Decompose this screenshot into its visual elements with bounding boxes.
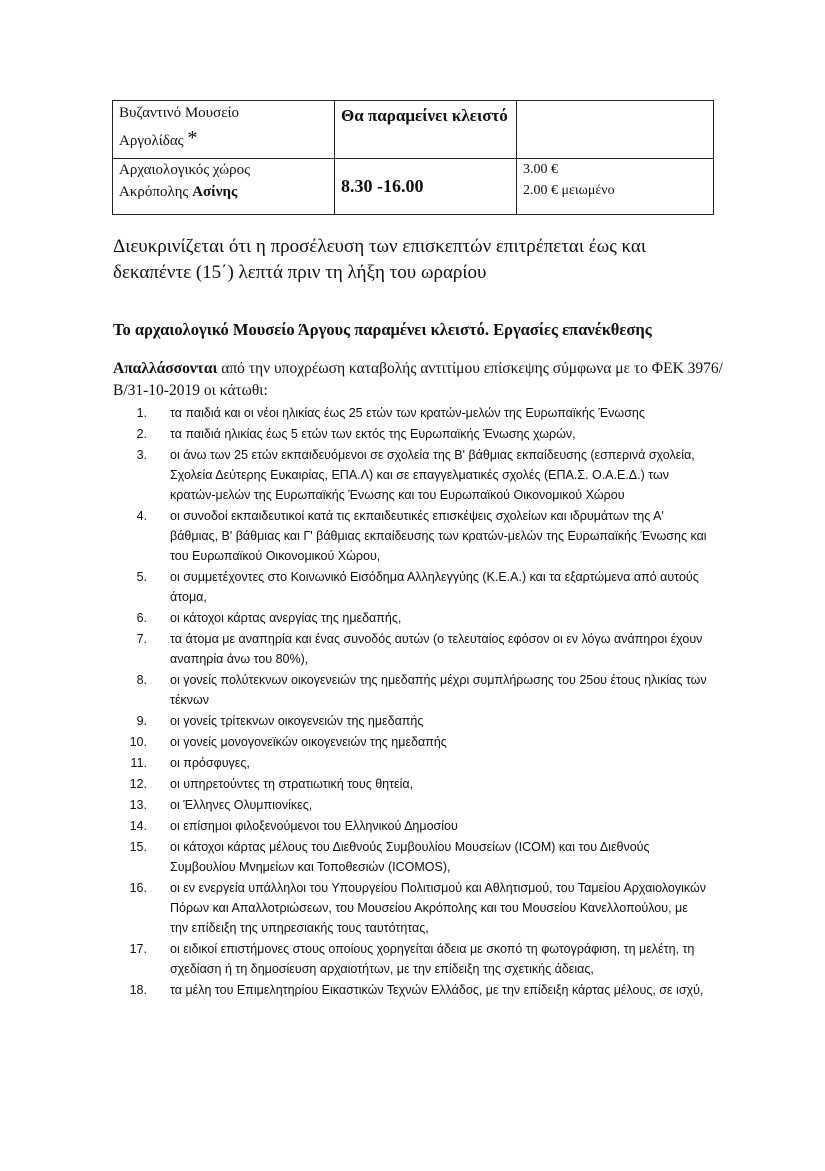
- site-name-line: [119, 181, 328, 203]
- item-number: 16.: [129, 881, 147, 895]
- intro-bold: Απαλλάσσονται: [113, 360, 218, 377]
- site-name-line: Βυζαντινό Μουσείο: [119, 105, 240, 121]
- list-item: [113, 837, 723, 877]
- item-number: 14.: [129, 819, 147, 833]
- intro-text: από την υποχρέωση καταβολής αντιτίμου επίσκεψης σύμφωνα με το ΦΕΚ 3976/Β/31-10-2019 οι κάτωθι:: [113, 360, 723, 399]
- item-number: 11.: [130, 756, 147, 770]
- item-text: οι άνω των 25 ετών εκπαιδευόμενοι σε σχολεία της Β' βάθμιας εκπαίδευσης (εσπερινά σχολεία, Σχολεία Δεύτερης Ευκαιρίας, ΕΠΑ.Λ) και σε επαγγελματικές σχολές (ΕΠΑ.Σ. Ο.Α.Ε.Δ.) των κρατών-μελών της Ευρωπαϊκής Ένωσης και του Ευρωπαϊκού Οικονομικού Χώρου: [170, 448, 695, 502]
- price-reduced: 2.00 € μειωμένο: [523, 183, 615, 198]
- item-number: 3.: [136, 448, 147, 462]
- site-name-line: [119, 129, 328, 153]
- item-text: οι γονείς πολύτεκνων οικογενειών της ημεδαπής μέχρι συμπλήρωσης του 25ου έτους ηλικίας των τέκνων: [170, 673, 707, 707]
- item-number: 12.: [129, 777, 147, 791]
- list-item: [113, 795, 723, 815]
- price-cell: [517, 159, 714, 215]
- item-text: οι ειδικοί επιστήμονες στους οποίους χορηγείται άδεια με σκοπό τη φωτογράφιση, τη μελέτη, τη σχεδίαση ή τη δημοσίευση αρχαιοτήτων, με την επίδειξη της σχετικής άδειας,: [170, 942, 695, 976]
- item-number: 18.: [129, 983, 147, 997]
- section-heading: Το αρχαιολογικό Μουσείο Άργους παραμένει κλειστό. Εργασίες επανέκθεσης: [113, 320, 652, 339]
- item-number: 5.: [136, 570, 147, 584]
- asterisk-mark: *: [187, 127, 198, 149]
- list-item: [113, 939, 723, 979]
- site-cell: [113, 101, 335, 159]
- site-cell: [113, 159, 335, 215]
- list-item: [113, 608, 723, 628]
- list-item: [113, 403, 723, 423]
- hours-table: [112, 100, 714, 215]
- hours-cell: [335, 101, 517, 159]
- item-text: τα παιδιά ηλικίας έως 5 ετών των εκτός της Ευρωπαϊκής Ένωσης χωρών,: [170, 427, 576, 441]
- item-number: 6.: [136, 611, 147, 625]
- list-item: [113, 424, 723, 444]
- arrival-note: Διευκρινίζεται ότι η προσέλευση των επισκεπτών επιτρέπεται έως και δεκαπέντε (15΄) λεπτά πριν τη λήξη του ωραρίου: [113, 236, 646, 283]
- item-number: 17.: [129, 942, 147, 956]
- list-item: [113, 753, 723, 773]
- item-text: οι συμμετέχοντες στο Κοινωνικό Εισόδημα Αλληλεγγύης (Κ.Ε.Α.) και τα εξαρτώμενα από αυτούς άτομα,: [170, 570, 699, 604]
- item-number: 7.: [136, 632, 147, 646]
- item-number: 15.: [129, 840, 147, 854]
- item-number: 13.: [129, 798, 147, 812]
- list-item: [113, 878, 723, 938]
- item-text: οι γονείς μονογονεϊκών οικογενειών της ημεδαπής: [170, 735, 447, 749]
- item-number: 10.: [129, 735, 147, 749]
- exemption-intro: [113, 358, 728, 402]
- list-item: [113, 629, 723, 669]
- price-cell: [517, 101, 714, 159]
- list-item: [113, 711, 723, 731]
- item-text: οι κάτοχοι κάρτας ανεργίας της ημεδαπής,: [170, 611, 402, 625]
- item-text: οι κάτοχοι κάρτας μέλους του Διεθνούς Συμβουλίου Μουσείων (ICOM) και του Διεθνούς Συμβουλίου Μνημείων και Τοποθεσιών (ICOMOS),: [170, 840, 650, 874]
- item-text: οι γονείς τρίτεκνων οικογενειών της ημεδαπής: [170, 714, 424, 728]
- list-item: [113, 506, 723, 566]
- list-item: [113, 774, 723, 794]
- list-item: [113, 980, 723, 1000]
- item-text: τα παιδιά και οι νέοι ηλικίας έως 25 ετών των κρατών-μελών της Ευρωπαϊκής Ένωσης: [170, 406, 645, 420]
- list-item: [113, 567, 723, 607]
- item-text: οι εν ενεργεία υπάλληλοι του Υπουργείου Πολιτισμού και Αθλητισμού, του Ταμείου Αρχαιολογικών Πόρων και Απαλλοτριώσεων, του Μουσείου Ακρόπολης και του Μουσείου Κανελλοπούλου, με την επίδειξη της υπηρεσιακής τους ταυτότητας,: [170, 881, 706, 935]
- item-text: οι πρόσφυγες,: [170, 756, 250, 770]
- opening-hours: 8.30 -16.00: [341, 176, 424, 196]
- item-text: οι συνοδοί εκπαιδευτικοί κατά τις εκπαιδευτικές επισκέψεις σχολείων και ιδρυμάτων της Α' βάθμιας, Β' βάθμιας και Γ' βάθμιας εκπαίδευσης των κρατών-μελών της Ευρωπαϊκής Ένωσης και του Ευρωπαϊκού Οικονομικού Χώρου,: [170, 509, 707, 563]
- item-number: 8.: [136, 673, 147, 687]
- list-item: [113, 732, 723, 752]
- site-prefix: Ακρόπολης: [119, 184, 193, 200]
- item-text: τα άτομα με αναπηρία και ένας συνοδός αυτών (ο τελευταίος εφόσον οι εν λόγω ανάπηροι έχουν αναπηρία άνω του 80%),: [170, 632, 703, 666]
- table-row: [113, 159, 714, 215]
- closed-status: Θα παραμείνει κλειστό: [341, 106, 508, 125]
- item-number: 9.: [136, 714, 147, 728]
- site-name-bold: Ασίνης: [192, 184, 238, 200]
- site-region: Αργολίδας: [119, 133, 184, 149]
- item-text: οι επίσημοι φιλοξενούμενοι του Ελληνικού Δημοσίου: [170, 819, 458, 833]
- list-item: [113, 445, 723, 505]
- item-text: τα μέλη του Επιμελητηρίου Εικαστικών Τεχνών Ελλάδος, με την επίδειξη κάρτας μέλους, σε ισχύ,: [170, 983, 704, 997]
- list-item: [113, 816, 723, 836]
- item-text: οι Έλληνες Ολυμπιονίκες,: [170, 798, 313, 812]
- item-number: 4.: [136, 509, 147, 523]
- price-full: 3.00 €: [523, 162, 558, 177]
- hours-cell: [335, 159, 517, 215]
- item-number: 2.: [136, 427, 147, 441]
- exemption-list: [113, 403, 723, 1001]
- site-name-line: Αρχαιολογικός χώρος: [119, 162, 251, 178]
- table-row: [113, 101, 714, 159]
- item-text: οι υπηρετούντες τη στρατιωτική τους θητεία,: [170, 777, 414, 791]
- list-item: [113, 670, 723, 710]
- item-number: 1.: [136, 406, 147, 420]
